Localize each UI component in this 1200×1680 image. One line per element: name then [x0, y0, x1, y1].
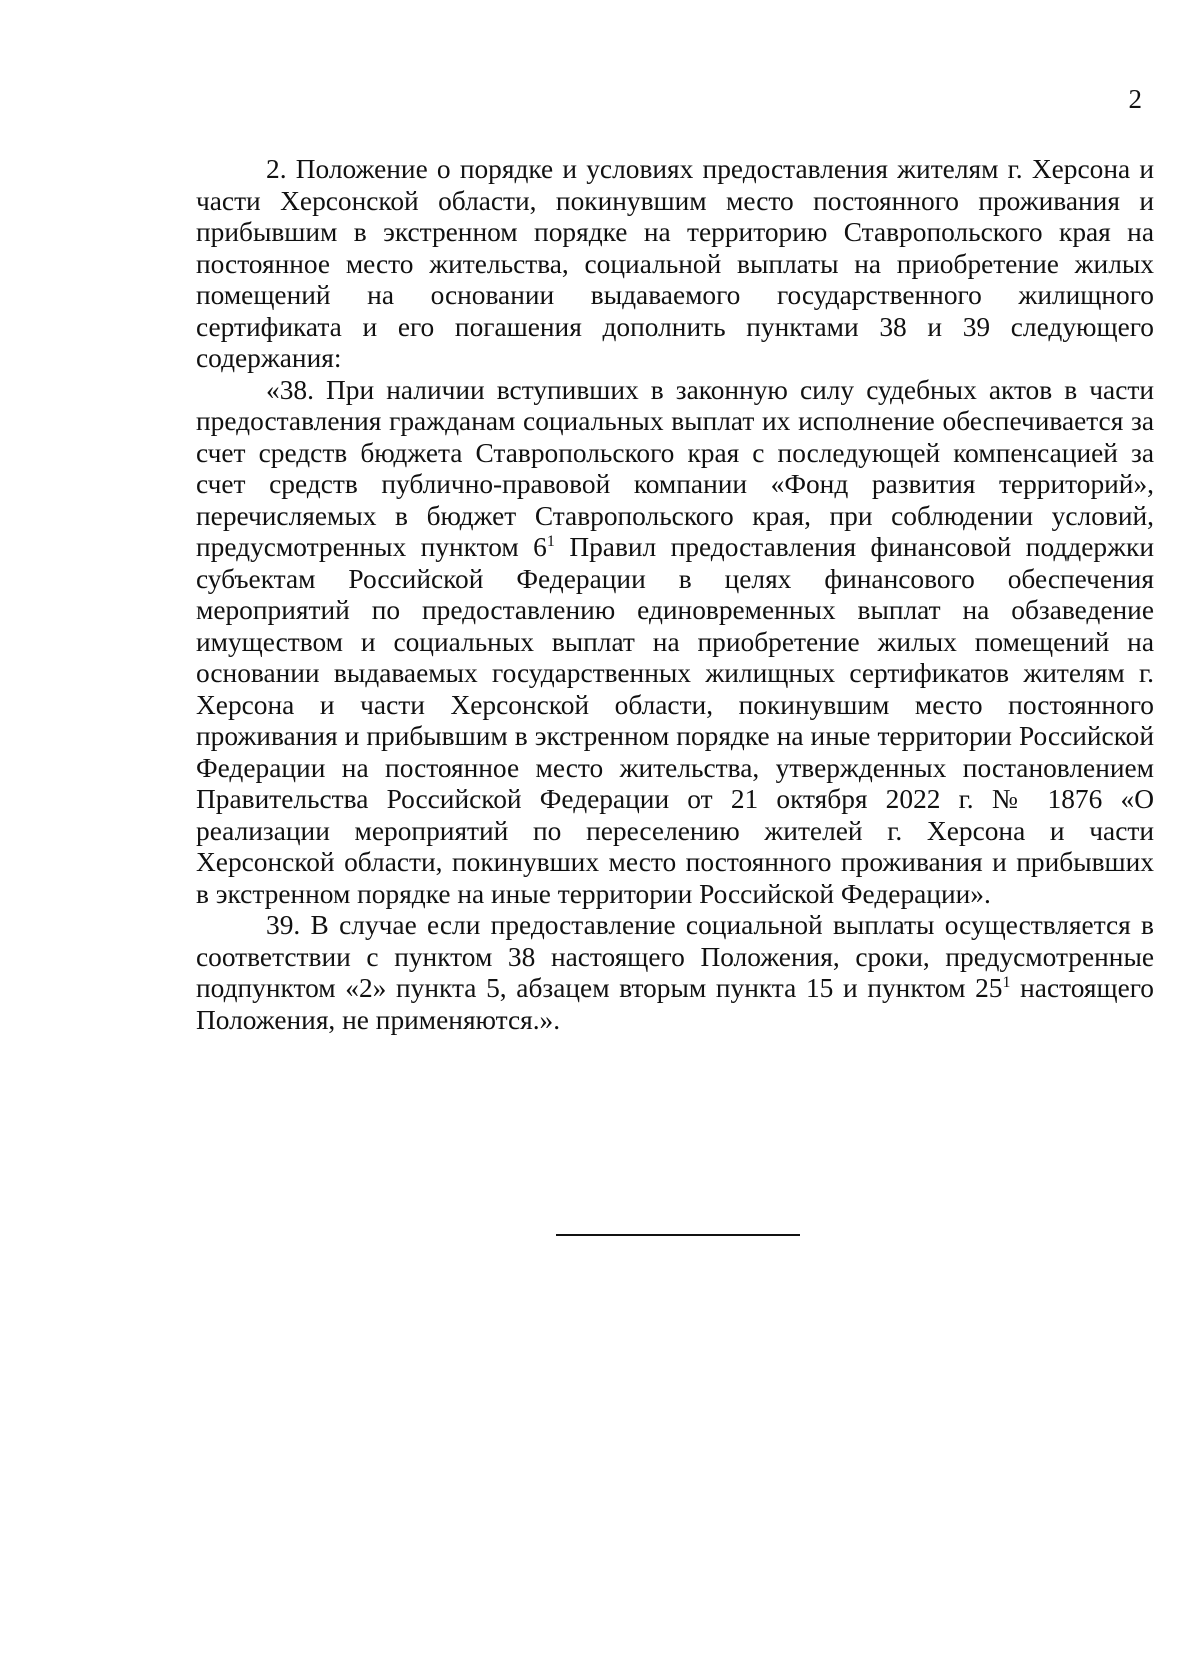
paragraph-text: 2. Положение о порядке и условиях предоставления жителям г. Херсона и части Херсонской области, покинувшим место постоянного проживания и прибывшим в экстренном порядке на территорию Ставропольского края на постоянное место жительства, социальной выплаты на приобретение жилых помещений на основании выдаваемого государственного жилищного сертификата и его погашения дополнить пунктами 38 и 39 следующего содержания: [196, 154, 1154, 373]
paragraph-text-part: «38. При наличии вступивших в законную силу судебных актов в части предоставления гражданам социальных выплат их исполнение обеспечивается за счет средств бюджета Ставропольского края с последующей компенсацией за счет средств публично-правовой компании «Фонд развития территорий», перечисляемых в бюджет Ставропольского края, при соблюдении условий, предусмотренных пунктом 6 [196, 374, 1154, 562]
paragraph-amendment-intro [196, 154, 1154, 375]
end-divider-line [556, 1234, 800, 1236]
paragraph-text-part: настоящего Положения, не применяются.». [196, 973, 1154, 1035]
paragraph-text-part: 39. В случае если предоставление социальной выплаты осуществляется в соответствии с пунктом 38 настоящего Положения, сроки, предусмотренные подпунктом «2» пункта 5, абзацем вторым пункта 15 и пунктом 25 [196, 910, 1154, 1003]
paragraph-point-38 [196, 375, 1154, 911]
document-body [196, 154, 1154, 1036]
superscript-index: 1 [1002, 973, 1011, 991]
superscript-index: 1 [546, 532, 555, 550]
page-number: 2 [1128, 84, 1142, 114]
paragraph-point-39 [196, 910, 1154, 1036]
paragraph-text-part: Правил предоставления финансовой поддержки субъектам Российской Федерации в целях финансового обеспечения мероприятий по предоставлению единовременных выплат на обзаведение имуществом и социальных выплат на приобретение жилых помещений на основании выдаваемых государственных жилищных сертификатов жителям г. Херсона и части Херсонской области, покинувшим место постоянного проживания и прибывшим в экстренном порядке на иные территории Российской Федерации на постоянное место жительства, утвержденных постановлением Правительства Российской Федерации от 21 октября 2022 г. № 1876 «О реализации мероприятий по переселению жителей г. Херсона и части Херсонской области, покинувших место постоянного проживания и прибывших в экстренном порядке на иные территории Российской Федерации». [196, 532, 1154, 909]
